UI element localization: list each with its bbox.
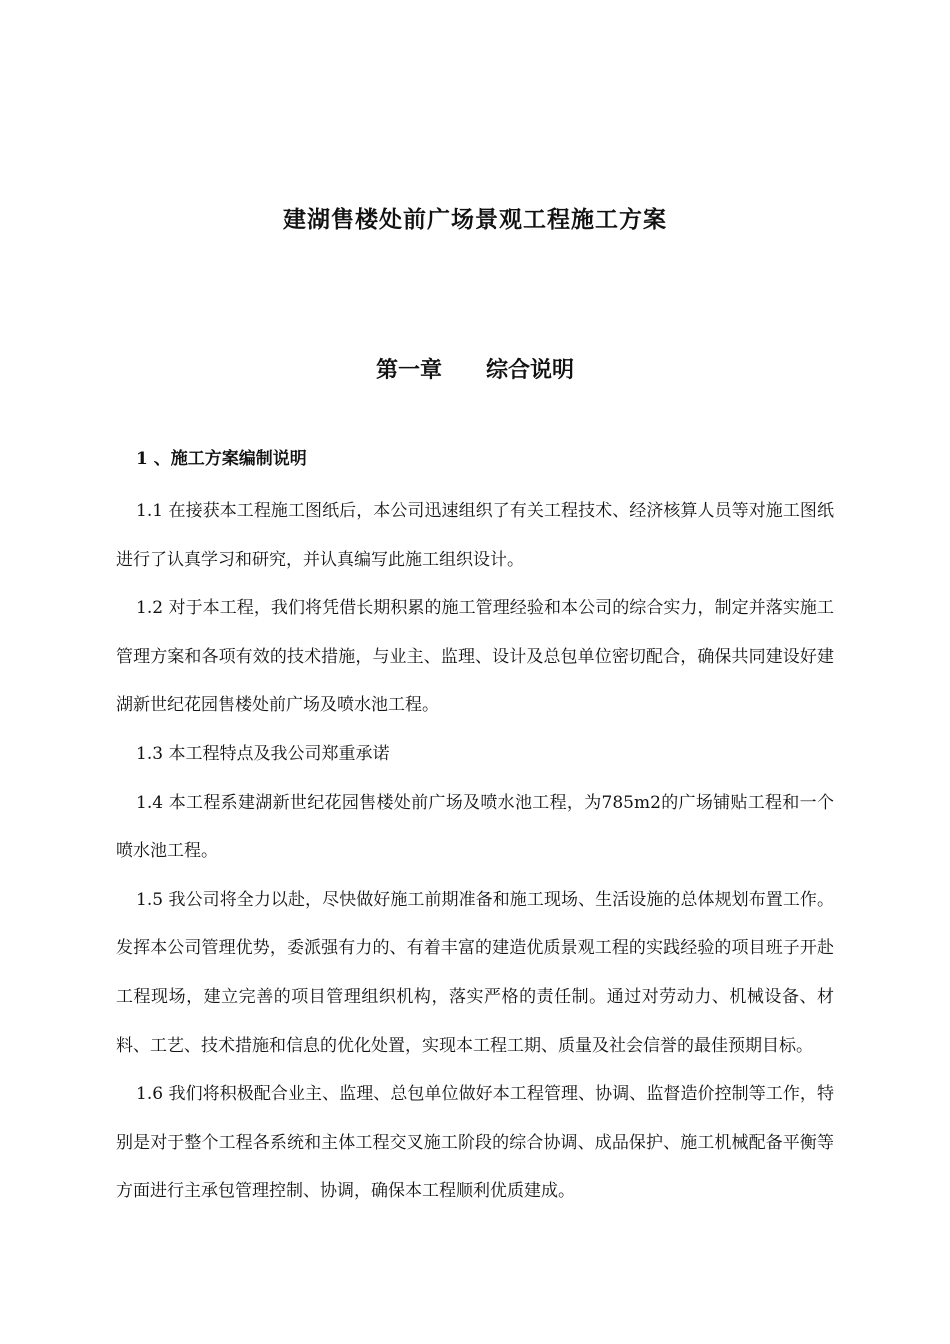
paragraph-1-4: 1.4 本工程系建湖新世纪花园售楼处前广场及喷水池工程，为785m2的广场铺贴工程和一个喷水池工程。 (116, 792, 834, 862)
paragraph-1-1: 1.1 在接获本工程施工图纸后，本公司迅速组织了有关工程技术、经济核算人员等对施工图纸进行了认真学习和研究，并认真编写此施工组织设计。 (116, 501, 834, 570)
paragraph-1-6: 1.6 我们将积极配合业主、监理、总包单位做好本工程管理、协调、监督造价控制等工作，特别是对于整个工程各系统和主体工程交叉施工阶段的综合协调、成品保护、施工机械配备平衡等方面进行主承包管理控制、协调，确保本工程顺利优质建成。 (116, 1084, 834, 1202)
paragraph-1-2: 1.2 对于本工程，我们将凭借长期积累的施工管理经验和本公司的综合实力，制定并落实施工管理方案和各项有效的技术措施，与业主、监理、设计及总包单位密切配合，确保共同建设好建湖新世纪花园售楼处前广场及喷水池工程。 (116, 598, 834, 716)
section-heading: 1 、施工方案编制说明 (136, 449, 307, 469)
paragraph-1-3: 1.3 本工程特点及我公司郑重承诺 (136, 743, 390, 764)
chapter-title: 第一章 综合说明 (375, 357, 574, 383)
document-body (116, 487, 834, 1216)
document-title: 建湖售楼处前广场景观工程施工方案 (283, 206, 667, 233)
paragraph-1-5: 1.5 我公司将全力以赴，尽快做好施工前期准备和施工现场、生活设施的总体规划布置工作。发挥本公司管理优势，委派强有力的、有着丰富的建造优质景观工程的实践经验的项目班子开赴工程现场，建立完善的项目管理组织机构，落实严格的责任制。通过对劳动力、机械设备、材料、工艺、技术措施和信息的优化处置，实现本工程工期、质量及社会信誉的最佳预期目标。 (116, 889, 834, 1056)
